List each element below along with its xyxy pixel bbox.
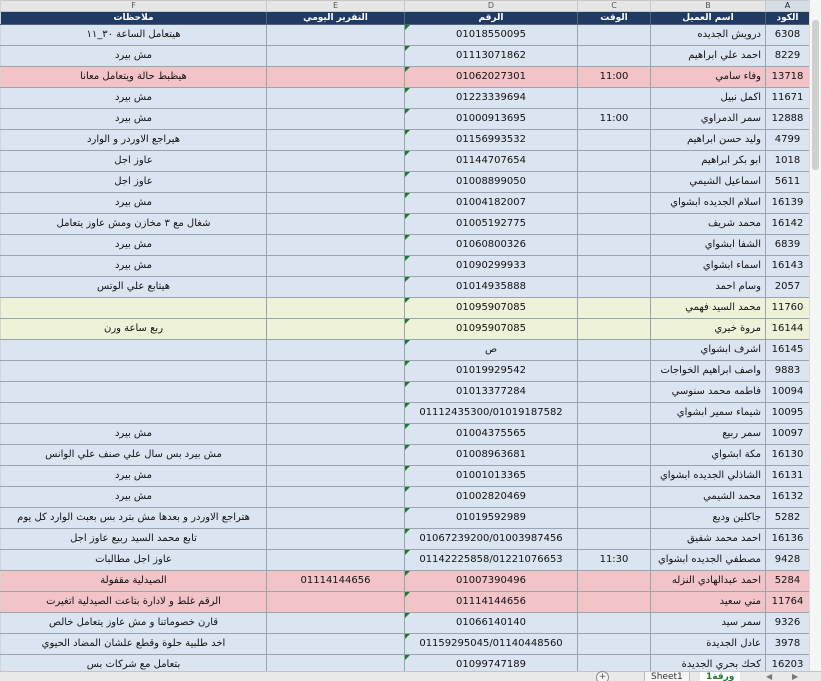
cell-code[interactable]: 1018 [766, 151, 810, 172]
table-row [1, 340, 821, 361]
cell-report[interactable] [267, 88, 405, 109]
cell-report[interactable] [267, 193, 405, 214]
cell-notes[interactable]: مش بيرد [1, 193, 267, 214]
tab-active-sheet[interactable]: ورقة1 [700, 672, 740, 681]
table-row [1, 319, 821, 340]
table-row [1, 361, 821, 382]
cell-code[interactable]: 3978 [766, 634, 810, 655]
cell-name[interactable]: الشفا ابشواي [651, 235, 766, 256]
table-row [1, 25, 821, 46]
cell-phone[interactable]: 01019929542 [405, 361, 578, 382]
column-letters-row [1, 1, 821, 12]
cell-code[interactable]: 10094 [766, 382, 810, 403]
cell-code[interactable]: 5611 [766, 172, 810, 193]
cell-notes[interactable] [1, 340, 267, 361]
cell-notes[interactable]: شغال مع ٣ مخازن ومش عاوز يتعامل [1, 214, 267, 235]
table-row [1, 277, 821, 298]
add-sheet-button[interactable]: + [596, 671, 609, 681]
cell-time[interactable] [578, 88, 651, 109]
cell-name[interactable]: محمد السيد فهمي [651, 298, 766, 319]
cell-name[interactable]: وسام احمد [651, 277, 766, 298]
table-row [1, 88, 821, 109]
cell-name[interactable]: درويش الجديده [651, 25, 766, 46]
cell-code[interactable]: 16132 [766, 487, 810, 508]
cell-name[interactable]: محمد الشيمي [651, 487, 766, 508]
cell-phone[interactable]: 01156993532 [405, 130, 578, 151]
table-row [1, 151, 821, 172]
cell-time[interactable]: 11:30 [578, 550, 651, 571]
cell-time[interactable] [578, 277, 651, 298]
cell-phone[interactable]: ص [405, 340, 578, 361]
cell-phone[interactable]: 01112435300/01019187582 [405, 403, 578, 424]
cell-name[interactable]: ابو بكر ابراهيم [651, 151, 766, 172]
table-row [1, 46, 821, 67]
cell-code[interactable]: 4799 [766, 130, 810, 151]
cell-code[interactable]: 16131 [766, 466, 810, 487]
cell-code[interactable]: 12888 [766, 109, 810, 130]
cell-notes[interactable]: مش بيرد [1, 88, 267, 109]
table-row [1, 571, 821, 592]
cell-notes[interactable] [1, 382, 267, 403]
cell-notes[interactable]: تابع محمد السيد ربيع عاوز اجل [1, 529, 267, 550]
cell-report[interactable] [267, 424, 405, 445]
cell-name[interactable]: احمد علي ابراهيم [651, 46, 766, 67]
cell-code[interactable]: 5282 [766, 508, 810, 529]
cell-time[interactable] [578, 382, 651, 403]
cell-code[interactable]: 2057 [766, 277, 810, 298]
header-name[interactable]: اسم العميل [651, 12, 766, 25]
vertical-scrollbar[interactable] [809, 0, 821, 671]
cell-report[interactable] [267, 487, 405, 508]
cell-time[interactable] [578, 193, 651, 214]
cell-report[interactable] [267, 256, 405, 277]
cell-notes[interactable] [1, 403, 267, 424]
cell-phone[interactable]: 01001013365 [405, 466, 578, 487]
table-row [1, 424, 821, 445]
cell-time[interactable] [578, 25, 651, 46]
cell-phone[interactable]: 01060800326 [405, 235, 578, 256]
cell-time[interactable] [578, 571, 651, 592]
cell-time[interactable] [578, 466, 651, 487]
cell-time[interactable] [578, 214, 651, 235]
cell-notes[interactable]: مش بيرد [1, 487, 267, 508]
cell-time[interactable]: 11:00 [578, 109, 651, 130]
column-letter-f[interactable]: F [1, 1, 267, 12]
cell-time[interactable] [578, 298, 651, 319]
cell-time[interactable] [578, 46, 651, 67]
cell-report[interactable] [267, 592, 405, 613]
cell-name[interactable]: احمد محمد شفيق [651, 529, 766, 550]
cell-time[interactable] [578, 424, 651, 445]
cell-name[interactable]: مكة ابشواي [651, 445, 766, 466]
cell-time[interactable] [578, 130, 651, 151]
tab-sheet1[interactable]: Sheet1 [644, 672, 690, 681]
cell-name[interactable]: كحك بحري الجديدة [651, 655, 766, 676]
header-row [1, 12, 821, 25]
cell-notes[interactable]: اخد طلبية حلوة وقطع علشان المضاد الحيوي [1, 634, 267, 655]
cell-phone[interactable]: 01144707654 [405, 151, 578, 172]
cell-time[interactable] [578, 529, 651, 550]
cell-report[interactable] [267, 319, 405, 340]
cell-phone[interactable]: 01223339694 [405, 88, 578, 109]
cell-phone[interactable]: 01114144656 [405, 592, 578, 613]
cell-code[interactable]: 6308 [766, 25, 810, 46]
cell-code[interactable]: 11760 [766, 298, 810, 319]
cell-report[interactable] [267, 25, 405, 46]
column-letter-e[interactable]: E [267, 1, 405, 12]
cell-report[interactable] [267, 172, 405, 193]
table-row [1, 298, 821, 319]
header-report[interactable]: التقرير اليومي [267, 12, 405, 25]
cell-name[interactable]: اسلام الجديده ابشواي [651, 193, 766, 214]
cell-code[interactable]: 6839 [766, 235, 810, 256]
cell-code[interactable]: 16203 [766, 655, 810, 676]
cell-report[interactable] [267, 382, 405, 403]
cell-name[interactable]: مني سعيد [651, 592, 766, 613]
cell-name[interactable]: جاكلين وديع [651, 508, 766, 529]
cell-notes[interactable]: الصيدلية مقفولة [1, 571, 267, 592]
cell-phone[interactable]: 01095907085 [405, 319, 578, 340]
cell-name[interactable]: اشرف ابشواي [651, 340, 766, 361]
table-row [1, 466, 821, 487]
cell-report[interactable] [267, 466, 405, 487]
cell-report[interactable] [267, 130, 405, 151]
header-time[interactable]: الوقت [578, 12, 651, 25]
table-row [1, 508, 821, 529]
table-row [1, 592, 821, 613]
cell-phone[interactable]: 01013377284 [405, 382, 578, 403]
cell-name[interactable]: اكمل نبيل [651, 88, 766, 109]
table-row [1, 382, 821, 403]
cell-name[interactable]: الشاذلي الجديده ابشواي [651, 466, 766, 487]
cell-phone[interactable]: 01008963681 [405, 445, 578, 466]
cell-phone[interactable]: 01095907085 [405, 298, 578, 319]
table-row [1, 445, 821, 466]
table-row [1, 193, 821, 214]
cell-notes[interactable] [1, 361, 267, 382]
cell-report[interactable] [267, 109, 405, 130]
cell-notes[interactable]: ربع ساعة ورن [1, 319, 267, 340]
cell-notes[interactable]: مش بيرد [1, 424, 267, 445]
cell-time[interactable] [578, 445, 651, 466]
cell-phone[interactable]: 01005192775 [405, 214, 578, 235]
table-row [1, 529, 821, 550]
cell-time[interactable]: 11:00 [578, 67, 651, 88]
cell-phone[interactable]: 01007390496 [405, 571, 578, 592]
cell-report[interactable] [267, 214, 405, 235]
cell-notes[interactable]: هيتعامل الساعة ٣٠_١١ [1, 25, 267, 46]
cell-name[interactable]: سمر الدمراوي [651, 109, 766, 130]
cell-name[interactable]: وليد حسن ابراهيم [651, 130, 766, 151]
cell-phone[interactable]: 01018550095 [405, 25, 578, 46]
cell-name[interactable]: احمد عبدالهادي النزله [651, 571, 766, 592]
cell-phone[interactable]: 01000913695 [405, 109, 578, 130]
cell-notes[interactable]: هتراجع الاوردر و بعدها مش بترد بس بعبث الوارد كل يوم [1, 508, 267, 529]
cell-name[interactable]: وفاء سامي [651, 67, 766, 88]
header-phone[interactable]: الرقم [405, 12, 578, 25]
cell-phone[interactable]: 01067239200/01003987456 [405, 529, 578, 550]
table-row [1, 109, 821, 130]
cell-code[interactable]: 10095 [766, 403, 810, 424]
cell-notes[interactable]: بتعامل مع شركات بس [1, 655, 267, 676]
cell-code[interactable]: 16145 [766, 340, 810, 361]
cell-name[interactable]: فاطمه محمد سنوسي [651, 382, 766, 403]
table-row [1, 172, 821, 193]
cell-time[interactable] [578, 403, 651, 424]
cell-time[interactable] [578, 319, 651, 340]
cell-code[interactable]: 9326 [766, 613, 810, 634]
table-row [1, 550, 821, 571]
cell-report[interactable] [267, 46, 405, 67]
cell-name[interactable]: عادل الجديدة [651, 634, 766, 655]
cell-code[interactable]: 16139 [766, 193, 810, 214]
cell-time[interactable] [578, 592, 651, 613]
cell-code[interactable]: 11764 [766, 592, 810, 613]
cell-name[interactable]: اسماعيل الشيمي [651, 172, 766, 193]
cell-phone[interactable]: 01159295045/01140448560 [405, 634, 578, 655]
cell-code[interactable]: 16144 [766, 319, 810, 340]
cell-code[interactable]: 16136 [766, 529, 810, 550]
header-notes[interactable]: ملاحظات [1, 12, 267, 25]
scrollbar-thumb[interactable] [812, 20, 819, 170]
cell-report[interactable] [267, 67, 405, 88]
cell-phone[interactable]: 01090299933 [405, 256, 578, 277]
cell-notes[interactable]: قارن خصوماتنا و مش عاوز يتعامل خالص [1, 613, 267, 634]
cell-time[interactable] [578, 235, 651, 256]
cell-name[interactable]: سمر ربيع [651, 424, 766, 445]
table-row [1, 634, 821, 655]
column-letter-b[interactable]: B [651, 1, 766, 12]
cell-report[interactable] [267, 235, 405, 256]
cell-code[interactable]: 5284 [766, 571, 810, 592]
cell-notes[interactable]: عاوز اجل [1, 172, 267, 193]
cell-name[interactable]: مروة خيري [651, 319, 766, 340]
cell-time[interactable] [578, 487, 651, 508]
cell-phone[interactable]: 01142225858/01221076653 [405, 550, 578, 571]
table-row [1, 67, 821, 88]
cell-notes[interactable]: هيتابع علي الوتس [1, 277, 267, 298]
column-letter-d[interactable]: D [405, 1, 578, 12]
cell-time[interactable] [578, 634, 651, 655]
cell-report[interactable] [267, 550, 405, 571]
cell-notes[interactable]: مش بيرد بس سال علي صنف علي الوانس [1, 445, 267, 466]
table-row [1, 613, 821, 634]
cell-notes[interactable] [1, 298, 267, 319]
cell-phone[interactable]: 01004182007 [405, 193, 578, 214]
cell-report[interactable] [267, 277, 405, 298]
cell-notes[interactable]: مش بيرد [1, 109, 267, 130]
cell-notes[interactable]: هيراجع الاوردر و الوارد [1, 130, 267, 151]
cell-report[interactable] [267, 508, 405, 529]
cell-time[interactable] [578, 361, 651, 382]
cell-time[interactable] [578, 613, 651, 634]
cell-time[interactable] [578, 340, 651, 361]
cell-report[interactable]: 01114144656 [267, 571, 405, 592]
table-row [1, 256, 821, 277]
cell-name[interactable]: سمر سيد [651, 613, 766, 634]
cell-phone[interactable]: 01113071862 [405, 46, 578, 67]
cell-notes[interactable]: مش بيرد [1, 466, 267, 487]
cell-code[interactable]: 10097 [766, 424, 810, 445]
cell-notes[interactable]: مش بيرد [1, 256, 267, 277]
cell-code[interactable]: 13718 [766, 67, 810, 88]
cell-notes[interactable]: عاوز اجل [1, 151, 267, 172]
cell-report[interactable] [267, 340, 405, 361]
cell-code[interactable]: 16143 [766, 256, 810, 277]
cell-time[interactable] [578, 256, 651, 277]
cell-code[interactable]: 9428 [766, 550, 810, 571]
cell-report[interactable] [267, 634, 405, 655]
cell-code[interactable]: 9883 [766, 361, 810, 382]
sheet-tab-bar [0, 671, 821, 681]
cell-phone[interactable]: 01062027301 [405, 67, 578, 88]
cell-code[interactable]: 16130 [766, 445, 810, 466]
cell-report[interactable] [267, 298, 405, 319]
cell-report[interactable] [267, 151, 405, 172]
cell-notes[interactable]: الرقم غلط و لادارة بتاعت الصيدلية اتغيرت [1, 592, 267, 613]
cell-name[interactable]: مصطفي الجديده ابشواي [651, 550, 766, 571]
table-row [1, 487, 821, 508]
cell-name[interactable]: شيماء سمير ابشواي [651, 403, 766, 424]
cell-name[interactable]: محمد شريف [651, 214, 766, 235]
prev-sheet-icon[interactable]: ◀ [766, 672, 773, 681]
table-row [1, 214, 821, 235]
cell-report[interactable] [267, 613, 405, 634]
table-row [1, 130, 821, 151]
cell-report[interactable] [267, 529, 405, 550]
header-code[interactable]: الكود [766, 12, 810, 25]
cell-report[interactable] [267, 361, 405, 382]
cell-phone[interactable]: 01002820469 [405, 487, 578, 508]
cell-notes[interactable]: مش بيرد [1, 46, 267, 67]
cell-notes[interactable]: مش بيرد [1, 235, 267, 256]
cell-code[interactable]: 11671 [766, 88, 810, 109]
cell-code[interactable]: 16142 [766, 214, 810, 235]
cell-phone[interactable]: 01019592989 [405, 508, 578, 529]
cell-notes[interactable]: عاوز اجل مطالبات [1, 550, 267, 571]
cell-phone[interactable]: 01008899050 [405, 172, 578, 193]
cell-phone[interactable]: 01099747189 [405, 655, 578, 676]
cell-code[interactable]: 8229 [766, 46, 810, 67]
table-row [1, 403, 821, 424]
cell-phone[interactable]: 01014935888 [405, 277, 578, 298]
cell-name[interactable]: اسماء ابشواي [651, 256, 766, 277]
cell-phone[interactable]: 01004375565 [405, 424, 578, 445]
cell-phone[interactable]: 01066140140 [405, 613, 578, 634]
table-row [1, 235, 821, 256]
cell-time[interactable] [578, 508, 651, 529]
cell-name[interactable]: واصف ابراهيم الخواجات [651, 361, 766, 382]
cell-report[interactable] [267, 445, 405, 466]
cell-time[interactable] [578, 172, 651, 193]
column-letter-a[interactable]: A [766, 1, 810, 12]
cell-notes[interactable]: هيظبط حالة ويتعامل معانا [1, 67, 267, 88]
cell-time[interactable] [578, 151, 651, 172]
next-sheet-icon[interactable]: ▶ [792, 672, 799, 681]
column-letter-c[interactable]: C [578, 1, 651, 12]
cell-report[interactable] [267, 403, 405, 424]
